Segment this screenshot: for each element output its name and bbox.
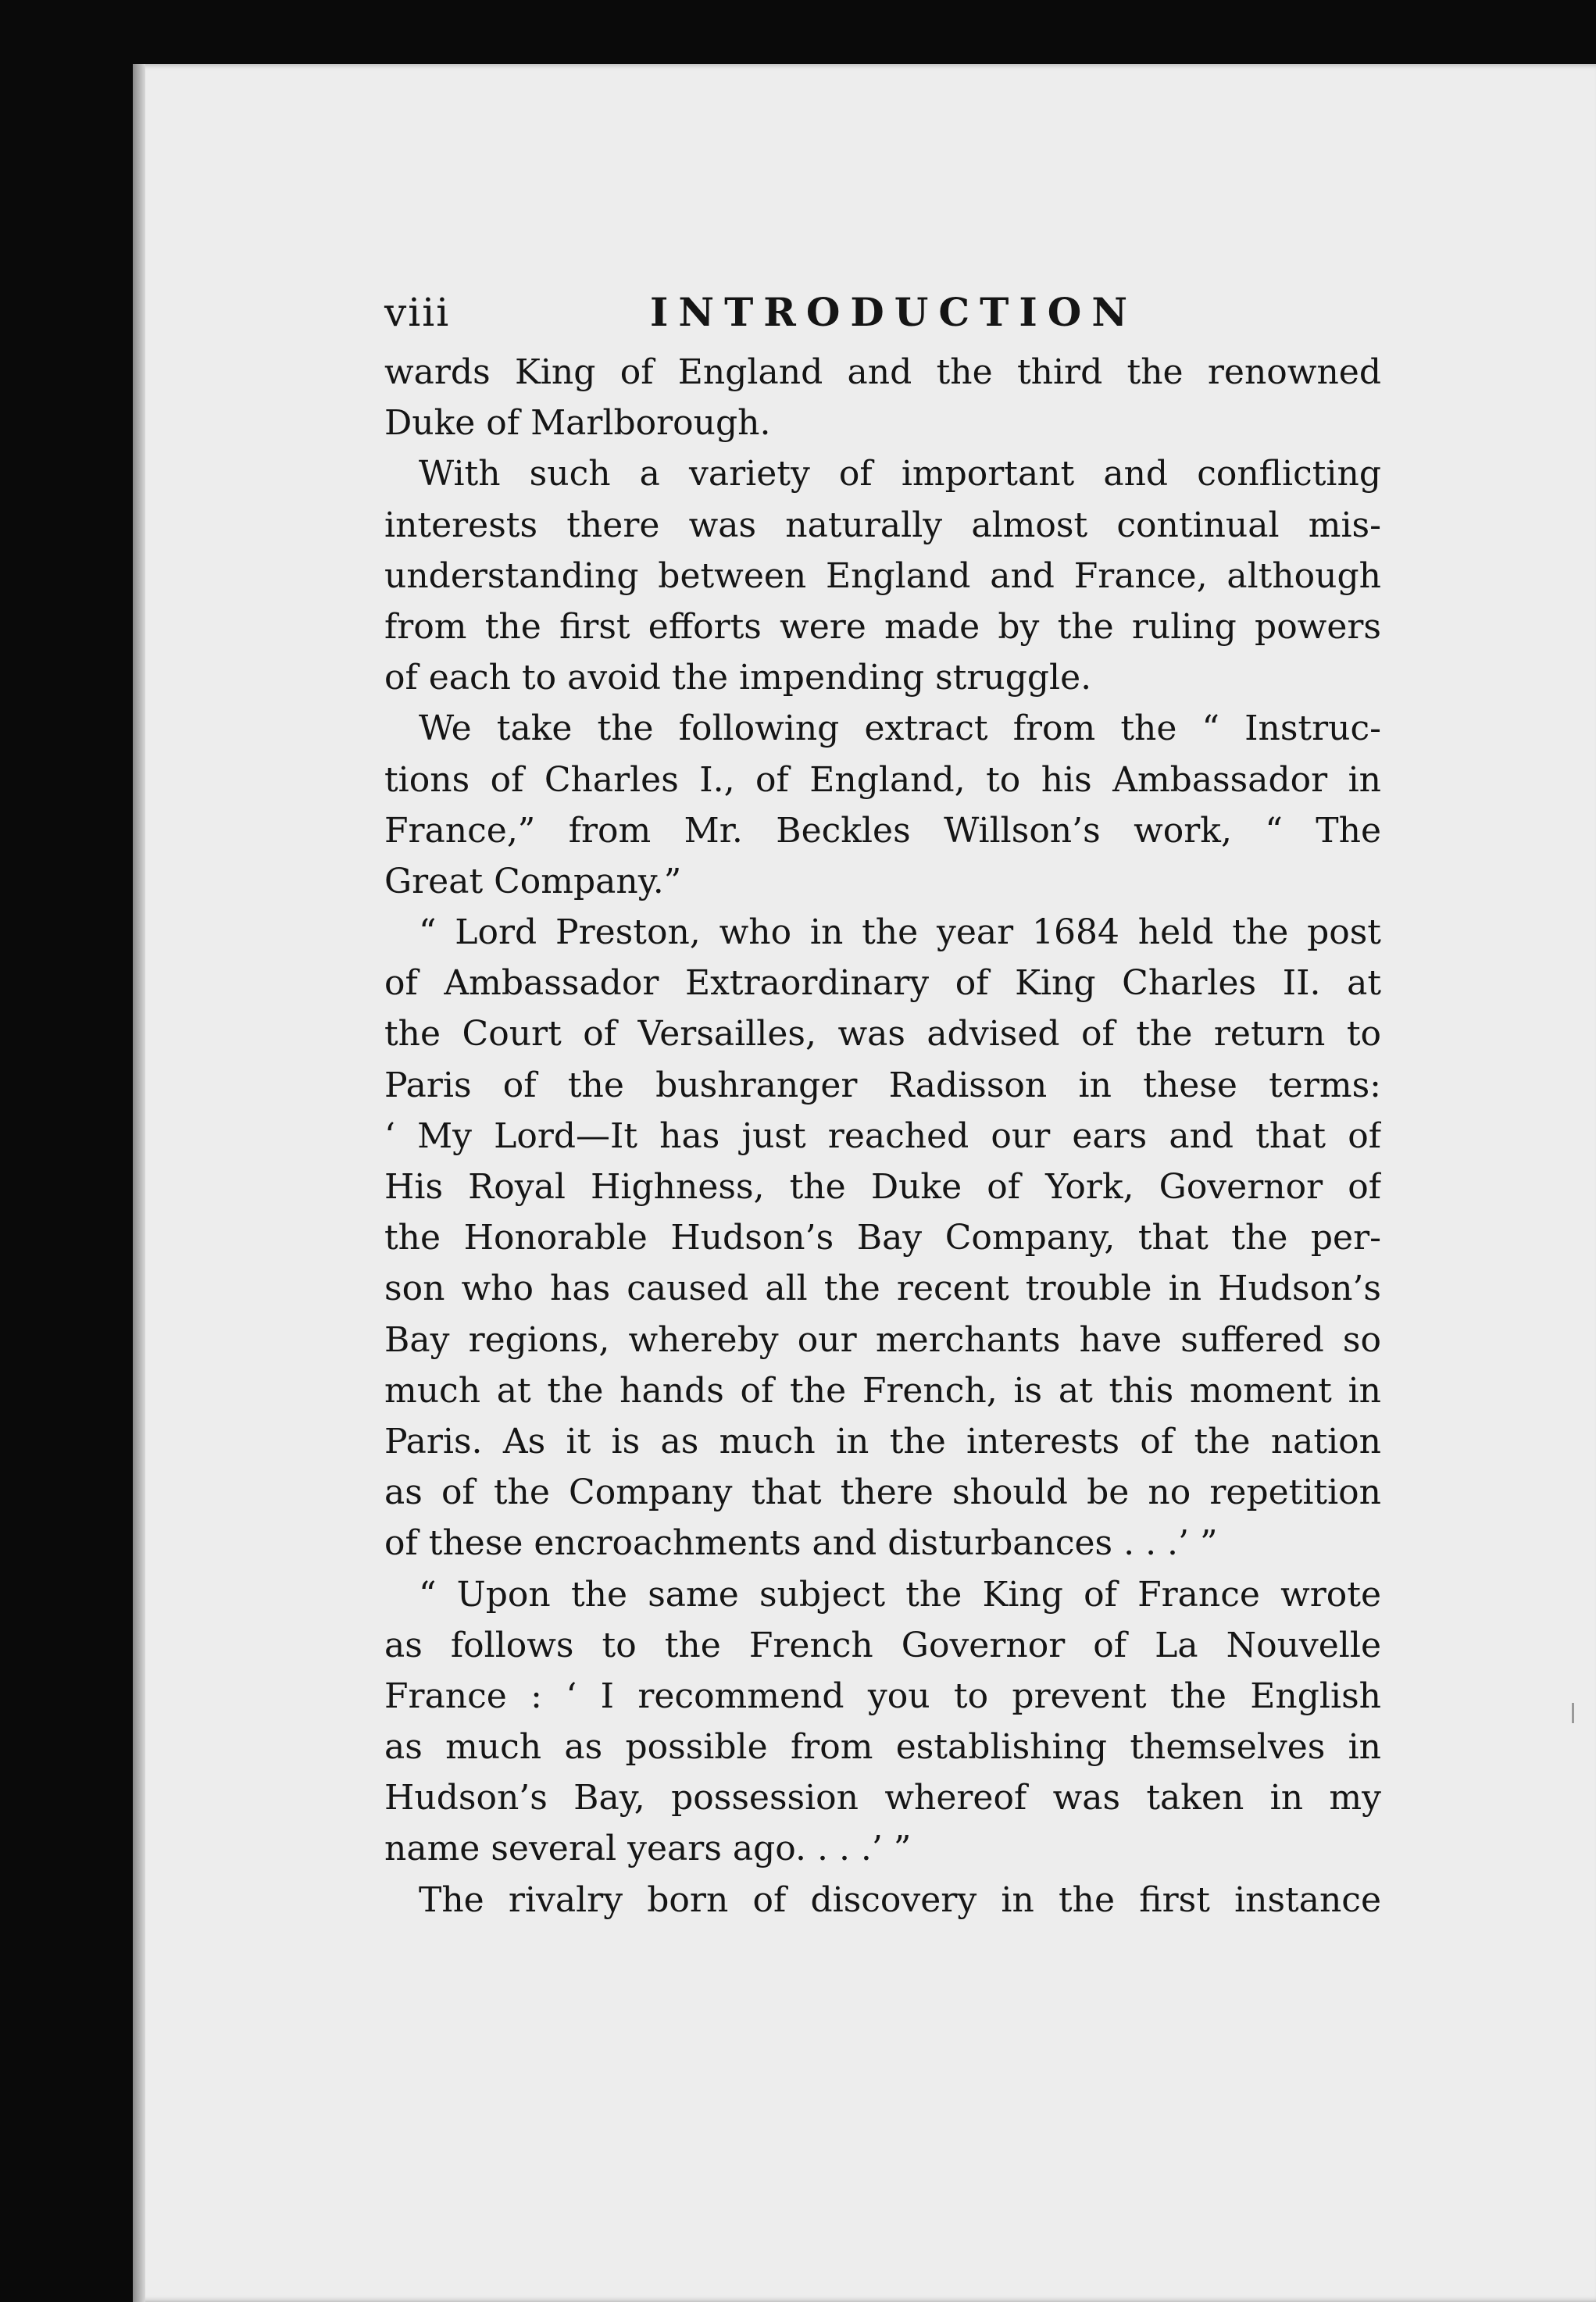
page-number: viii	[384, 290, 451, 335]
text-line: Duke of Marlborough.	[384, 403, 771, 444]
text-line: tions of Charles I., of England, to his Ambassador in	[384, 759, 1381, 800]
text-line: “ Lord Preston, who in the year 1684 held the post	[419, 912, 1381, 953]
text-line: of each to avoid the impending struggle.	[384, 658, 1092, 698]
text-line: His Royal Highness, the Duke of York, Governor of	[384, 1167, 1381, 1207]
text-line: We take the following extract from the “ Instruc-	[419, 708, 1381, 749]
text-line: from the first efforts were made by the ruling powers	[384, 606, 1381, 647]
text-line: “ Upon the same subject the King of France wrote	[419, 1574, 1381, 1615]
section-title: INTRODUCTION	[650, 289, 1138, 335]
text-line: Paris of the bushranger Radisson in these terms:	[384, 1065, 1381, 1105]
text-line: Hudson’s Bay, possession whereof was taken in my	[384, 1778, 1381, 1818]
text-line: understanding between England and France, although	[384, 555, 1381, 596]
text-line: ‘ My Lord—It has just reached our ears and that of	[384, 1115, 1381, 1156]
text-line: son who has caused all the recent trouble in Hudson’s	[384, 1269, 1381, 1309]
text-line: The rivalry born of discovery in the first instance	[419, 1879, 1381, 1920]
text-line: the Honorable Hudson’s Bay Company, that the per-	[384, 1218, 1381, 1258]
text-line: Bay regions, whereby our merchants have suffered so	[384, 1319, 1381, 1360]
page-edge-shadow	[133, 64, 145, 2302]
text-line: Great Company.”	[384, 861, 682, 901]
text-line: wards King of England and the third the renowned	[384, 352, 1381, 392]
text-line: name several years ago. . . .’ ”	[384, 1829, 912, 1869]
text-line: as much as possible from establishing themselves in	[384, 1727, 1381, 1768]
text-line: of Ambassador Extraordinary of King Charles II. at	[384, 963, 1381, 1004]
text-block	[384, 281, 1381, 1925]
text-line: With such a variety of important and conflicting	[419, 454, 1381, 494]
text-line: France,” from Mr. Beckles Willson’s work, “ The	[384, 810, 1381, 851]
text-line: as follows to the French Governor of La Nouvelle	[384, 1625, 1381, 1665]
text-line: of these encroachments and disturbances . . .’ ”	[384, 1523, 1218, 1564]
body-text	[384, 347, 1381, 1925]
margin-mark	[1572, 1703, 1574, 1723]
text-line: much at the hands of the French, is at this moment in	[384, 1370, 1381, 1411]
running-head	[384, 281, 1381, 344]
text-line: as of the Company that there should be no repetition	[384, 1472, 1381, 1513]
text-line: the Court of Versailles, was advised of the return to	[384, 1014, 1381, 1055]
text-line: France : ‘ I recommend you to prevent the English	[384, 1676, 1381, 1716]
text-line: Paris. As it is as much in the interests of the nation	[384, 1421, 1381, 1462]
text-line: interests there was naturally almost continual mis-	[384, 505, 1381, 545]
